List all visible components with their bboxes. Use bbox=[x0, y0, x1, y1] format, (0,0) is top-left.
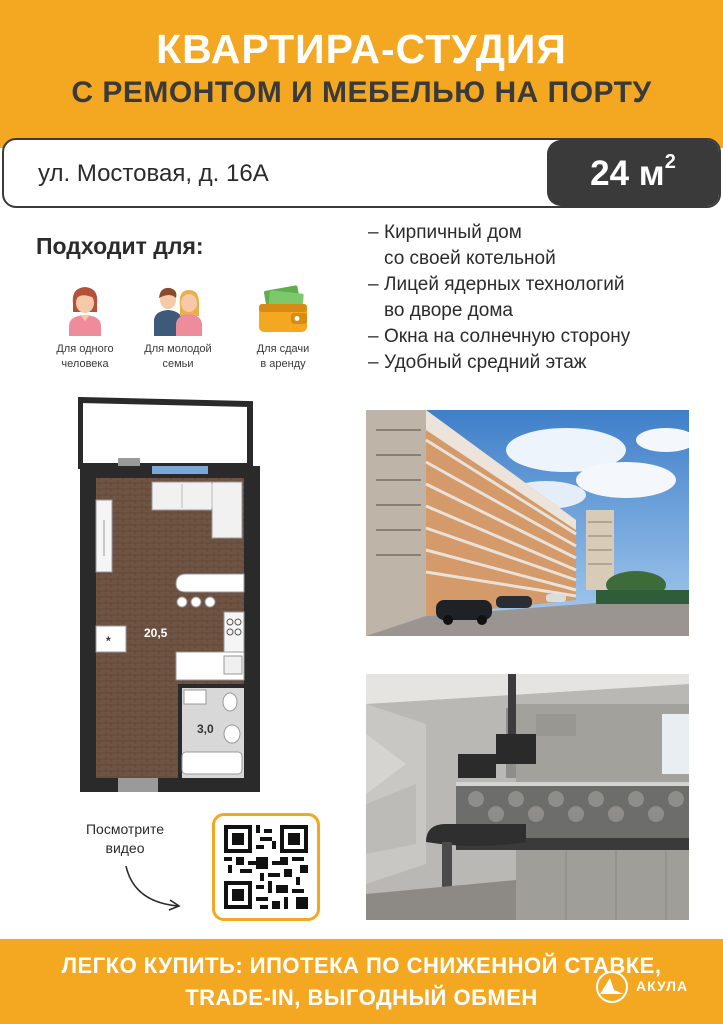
feature-line1: Окна на солнечную сторону bbox=[384, 326, 631, 347]
area-superscript: 2 bbox=[664, 151, 676, 174]
feature-line1: Удобный средний этаж bbox=[384, 352, 587, 373]
area-value bbox=[547, 151, 719, 194]
video-caption-line2: видео bbox=[105, 840, 145, 856]
feature-line1: Лицей ядерных технологий bbox=[384, 274, 625, 295]
qr-code[interactable] bbox=[212, 813, 320, 921]
dash-icon: – bbox=[368, 222, 379, 243]
main-room-area: 20,5 bbox=[144, 626, 168, 640]
suit-label-family bbox=[123, 342, 233, 372]
suit-label-line1: Для молодой bbox=[144, 343, 212, 355]
suits-title: Подходит для: bbox=[36, 233, 204, 259]
page-title: КВАРТИРА-СТУДИЯ bbox=[156, 26, 567, 72]
qr-code-icon[interactable] bbox=[224, 825, 308, 909]
shark-fin-icon bbox=[590, 970, 634, 1004]
wallet-money-icon bbox=[253, 282, 313, 336]
feature-item bbox=[368, 272, 713, 324]
address-bar bbox=[2, 138, 721, 208]
fridge-symbol: * bbox=[106, 634, 111, 648]
area-badge bbox=[547, 140, 719, 206]
area-number: 24 м bbox=[590, 154, 665, 193]
feature-line1: Кирпичный дом bbox=[384, 222, 522, 243]
suit-item-rent bbox=[228, 282, 338, 372]
suit-label-line1: Для сдачи bbox=[256, 343, 310, 355]
logo-text: АКУЛА bbox=[636, 978, 689, 994]
single-person-icon bbox=[55, 282, 115, 336]
suit-item-family bbox=[123, 282, 233, 372]
dash-icon: – bbox=[368, 326, 379, 347]
dash-icon: – bbox=[368, 274, 379, 295]
feature-item bbox=[368, 324, 713, 350]
suit-label-line2: человека bbox=[61, 358, 109, 370]
video-caption-line1: Посмотрите bbox=[85, 821, 164, 837]
feature-item bbox=[368, 350, 713, 376]
suit-label-line2: семьи bbox=[162, 358, 194, 370]
video-caption bbox=[60, 820, 190, 858]
top-banner bbox=[0, 0, 723, 148]
kitchen-photo bbox=[366, 674, 689, 920]
bathroom-area: 3,0 bbox=[197, 722, 214, 736]
akula-logo bbox=[590, 970, 710, 1004]
floor-plan bbox=[78, 396, 270, 796]
features-list bbox=[368, 220, 713, 376]
suit-label-line2: в аренду bbox=[260, 358, 306, 370]
suit-label-rent bbox=[228, 342, 338, 372]
young-family-icon bbox=[148, 282, 208, 336]
curved-arrow-icon bbox=[120, 862, 190, 912]
suit-label-line1: Для одного bbox=[56, 343, 114, 355]
feature-line2: со своей котельной bbox=[384, 248, 556, 269]
dash-icon: – bbox=[368, 352, 379, 373]
feature-line2: во дворе дома bbox=[384, 300, 513, 321]
feature-item bbox=[368, 220, 713, 272]
page-subtitle: С РЕМОНТОМ И МЕБЕЛЬЮ НА ПОРТУ bbox=[71, 76, 652, 109]
building-photo bbox=[366, 410, 689, 636]
footer-offer-line2: TRADE-IN, ВЫГОДНЫЙ ОБМЕН bbox=[185, 985, 538, 1010]
footer-offer-line1: ЛЕГКО КУПИТЬ: ИПОТЕКА ПО СНИЖЕННОЙ СТАВКЕ, bbox=[61, 953, 662, 978]
floor-plan-drawing bbox=[78, 396, 270, 796]
address-text: ул. Мостовая, д. 16А bbox=[38, 160, 269, 187]
